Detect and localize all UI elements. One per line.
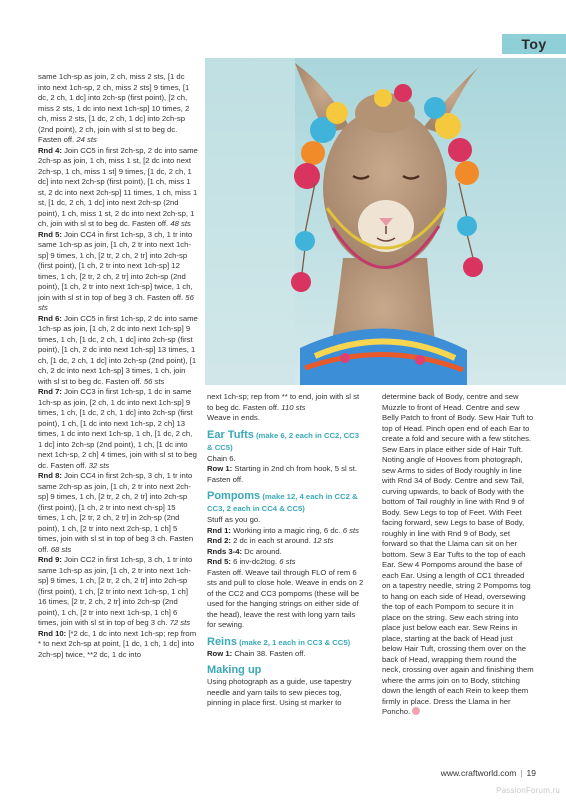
pattern-round: Rnd 7: Join CC3 in first 1ch-sp, 1 dc in same 1ch-sp as join, [2 ch, 1 dc into next 1ch-sp] 9 times, 1 ch, [1 dc, 2 ch, 1 dc] into 2ch-sp (first point), 1 ch, [1 dc into next 1ch-sp, 2 ch] 13 times, 1 dc into next 1ch-sp, 1 ch, [1 dc, 2 ch, 1 dc] into 2ch-sp (2nd point), 1 ch, [1 dc into next 1ch-sp, 2 ch] 4 times, join with sl st to beg dc. Fasten off. 32 sts (38, 387, 197, 470)
pattern-line: Stuff as you go. (207, 515, 261, 524)
pattern-row: Row 1: Chain 38. Fasten off. (207, 648, 306, 658)
pattern-line: Fasten off. Weave tail through FLO of rem 6 sts and pull to close hole. Weave in ends on 2 of the CC2 and CC3 pompoms (these will be used for the hanging strings on either side of the head), leave the rest with long yarn tails for sewing. (207, 567, 364, 629)
making-up-text: Using photograph as a guide, use tapestry needle and yarn tails to sew pieces tog, pinning in place first. Using st marker to (207, 677, 352, 707)
pattern-round: Rnd 9: Join CC2 in first 1ch-sp, 3 ch, 1 tr into same 1ch-sp as join, [1 ch, 2 tr into next 1ch-sp] 9 times, 1 ch, [2 tr, 2 ch, 2 tr] into 2ch-sp (first point), 1 ch, [2 tr into next 1ch-sp, 1 ch] 16 times, [2 tr, 2 ch, 2 tr] into 2ch-sp (2nd point), 1 ch, [2 tr into next 1ch-sp, 1 ch] 6 times, join with sl st in top of beg 3 ch. 72 sts (38, 555, 193, 627)
pattern-row: Row 1: Starting in 2nd ch from hook, 5 sl st. Fasten off. (207, 464, 357, 484)
pattern-round: Rnd 4: Join CC5 in first 2ch-sp, 2 dc into same 2ch-sp as join, 1 ch, miss 1 st, [2 dc into next 2ch-sp, 1 ch, miss 1 st] 9 times, [1 dc, 2 ch, 1 dc] into next 2ch-sp (first point), [1 ch, miss 1 st, 2 dc into next 2ch-sp] 11 times, 1 ch, miss 1 st, [1 dc, 2 ch, 1 dc] into next 2ch-sp (2nd point), 1 ch, miss 1 st, 2 dc into next 2ch-sp, 1 ch, join with sl st to beg dc. Fasten off. 48 sts (38, 145, 198, 228)
pattern-round: Rnd 8: Join CC4 in first 2ch-sp, 3 ch, 1 tr into same 2ch-sp as join, [1 ch, 2 tr into next 2ch-sp] 9 times, 1 ch, [2 tr, 2 ch, 2 tr] into 2ch-sp (first point), [1 ch, 2 tr into next ch-sp] 15 times, 1 ch, [2 tr, 2 ch, 2 tr] in 2ch-sp (2nd point), 1 ch, [2 tr into next 2ch-sp, 1 ch] 5 times, join with sl st in top of beg 3 ch. Fasten off. 68 sts (38, 471, 194, 554)
column-1 (38, 72, 198, 660)
making-up-continuation: determine back of Body, centre and sew Muzzle to front of Head. Centre and sew Belly Patch to front of Body. Sew Hair Tuft to top of Head. Pinch open end of each Ear to create a fold and secure with a few stitches. Sew Ears in place either side of Hair Tuft. Noting angle of Hooves from photograph, sew Arms to sides of Body roughly in line with Rnd 34 of Body. Centre and sew Tail, curving upwards, to back of Body with the bottom of Tail roughly in line with Rnd 9 of Body. Sew Legs to top of Feet. With Feet facing forward, sew Legs to base of Body, roughly in line with Rnd 9 of Body, set forward so that the Llama can sit on her bottom. Sew 3 Ear Tufts to the top of each Ear. Sew 4 Pompoms around the base of each Ear. Using a length of CC1 threaded on a tapestry needle, string 2 Pompoms tog to hang on each side of Head, oversewing the top of each Pompom to secure it in place on the string. Sew each string into place just below each ear. Sew Reins in place, starting at the back of Head just below Hair Tuft, crossing them over on the back of Head, wrapping them round the neck, crossing over again and finishing them where the arms join on to Body, stitching down the length of each Rein to keep them firmly in place. Dress the Llama in her Poncho. (382, 392, 534, 716)
pattern-continuation: next 1ch-sp; rep from ** to end, join with sl st to beg dc. Fasten off. 110 sts (207, 392, 360, 412)
section-tab: Toy (502, 34, 566, 54)
pattern-round: Rnds 3-4: Dc around. (207, 546, 282, 556)
section-heading-ear-tufts: Ear Tufts (make 6, 2 each in CC2, CC3 & CC5) (207, 428, 359, 452)
section-heading-reins: Reins (make 2, 1 each in CC3 & CC5) (207, 635, 351, 648)
page-number: 19 (526, 768, 536, 778)
pattern-round: Rnd 6: Join CC5 in first 1ch-sp, 2 dc into same 1ch-sp as join, [1 ch, 2 dc into next 1ch-sp] 9 times, 1 ch, [1 dc, 2 ch, 1 dc] into 2ch-sp (first point), [1 ch, 2 dc into next 1ch-sp] 13 times, 1 ch, [1 dc, 2 ch, 1 dc] into 2ch-sp (2nd point), [1 ch, 2 dc into next 1ch-sp] 3 times, 1 ch, join with sl st to beg dc. Fasten off. 56 sts (38, 313, 198, 386)
pattern-round: Rnd 5: 6 inv-dc2tog. 6 sts (207, 557, 296, 566)
footer-separator: | (520, 768, 523, 778)
column-2 (207, 392, 365, 709)
pattern-round: Rnd 2: 2 dc in each st around. 12 sts (207, 536, 334, 545)
watermark: PassionForum.ru (496, 786, 560, 795)
pattern-line: Chain 6. (207, 453, 236, 463)
llama-photo (205, 58, 566, 385)
page-footer (441, 768, 536, 778)
pattern-round: same 1ch-sp as join, 2 ch, miss 2 sts, [1 dc into next 1ch-sp, 2 ch, miss 2 sts] 9 times, [1 dc, 2 ch, 1 dc] into 2ch-sp (first point), [2 ch, miss 2 sts, 1 dc into next 1ch-sp] 10 times, 2 ch, miss 2 sts, [1 dc, 2 ch, 1 dc] into 2ch-sp (2nd point), 2 ch, join with sl st to beg dc. Fasten off. 24 sts (38, 72, 190, 144)
section-heading-pompoms: Pompoms (make 12, 4 each in CC2 & CC3, 2 each in CC4 & CC5) (207, 490, 358, 513)
pattern-round: Rnd 1: Working into a magic ring, 6 dc. 6 sts (207, 525, 359, 535)
footer-site: www.craftworld.com (440, 768, 517, 778)
pattern-round: Rnd 5: Join CC4 in first 1ch-sp, 3 ch, 1 tr into same 1ch-sp as join, [1 ch, 2 tr into next 1ch-sp] 9 times, 1 ch, [2 tr, 2 ch, 2 tr] into 2ch-sp (first point), [1 ch, 2 tr into next 1ch-sp] 12 times, 1 ch, [2 tr, 2 ch, 2 tr] into 2ch-sp (2nd point), [1 ch, 2 tr into next 1ch-sp] twice, 1 ch, join with sl st in top of beg 3 ch. Fasten off. 56 sts (38, 229, 194, 312)
pattern-line: Weave in ends. (207, 413, 260, 422)
end-of-article-icon (412, 707, 420, 715)
column-3 (382, 392, 534, 718)
section-heading-making-up: Making up (207, 664, 262, 676)
pattern-round: Rnd 10: [*2 dc, 1 dc into next 1ch-sp; rep from * to next 2ch-sp at point, [1 dc, 1 ch, 1 dc] into 2ch-sp] twice, **2 dc, 1 dc into (38, 628, 197, 659)
